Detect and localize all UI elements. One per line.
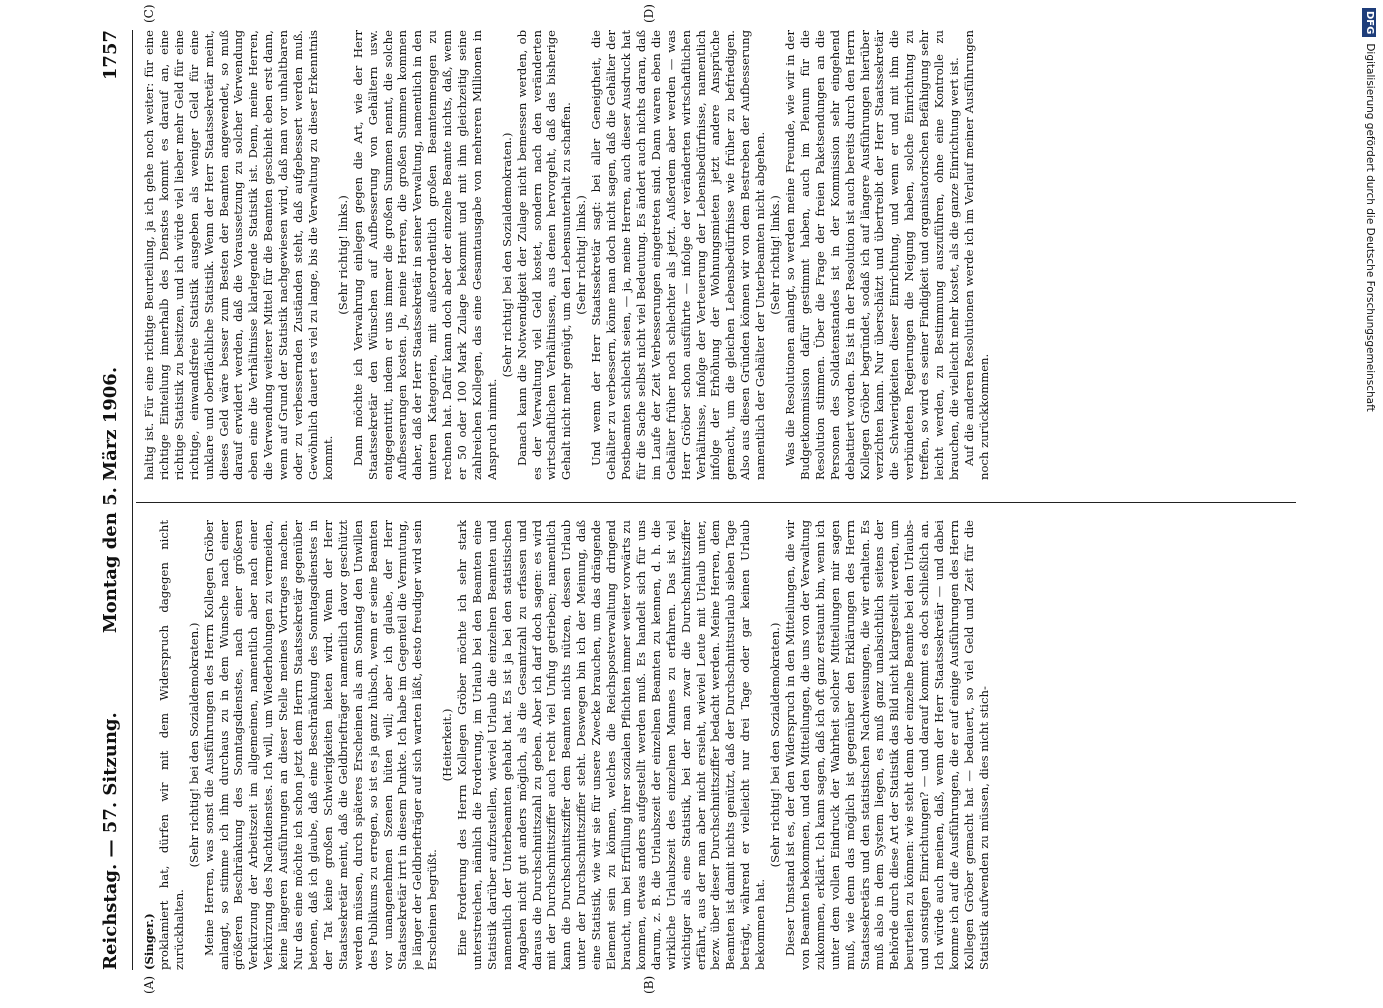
paragraph: Eine Forderung des Herrn Kollegen Gröber möchte ich sehr stark unterstreichen, nämlich die Forderung, im Urlaub bei den Beamten eine Statistik darüber aufzustellen, wieviel Urlaub die einzelnen Beamten und namentlich der Unterbeamten gehabt hat. Es ist ja bei den statistischen Angaben nicht gut anders möglich, als die Gesamtzahl zu erfassen und daraus die Durchschnittszahl zu geben. Aber ich darf doch sagen: es wird mit der Durchschnittsziffer auch recht viel Unfug getrieben; namentlich kann die Durchschnittsziffer dem Beamten nichts nützen, dessen Urlaub unter der Durchschnittsziffer steht. Deswegen bin ich der Meinung, daß eine Statistik, wie wir sie für unsere Zwecke brauchen, um das drängende Element sein zu können, welches die Reichspostverwaltung dringend braucht, um bei Erfüllung ihrer sozialen Pflichten immer weiter vorwärts zu kommen, etwas anders aufgestellt werden muß. Es handelt sich für uns darum, z. B. die Urlaubszeit der einzelnen Beamten zu kennen, d. h. die wirkliche Urlaubszeit des einzelnen Mannes zu erfahren. Das ist viel wichtiger als eine Statistik, bei der man zwar die Durchschnittsziffer erfährt, aus der man aber nicht ersieht, wieviel Leute mit Urlaub unter, bezw. über dieser Durchschnittsziffer bedacht werden. Meine Herren, dem Beamten ist damit nichts genützt, daß der Durchschnittsurlaub sieben Tage beträgt, während er vielleicht nur drei Tage oder gar keinen Urlaub bekommen hat. bbox=[455, 520, 768, 970]
interjection: (Sehr richtig! links.) bbox=[768, 195, 783, 315]
paragraph: proklamiert hat, dürfen wir mit dem Widerspruch dagegen nicht zurückhalten. bbox=[156, 520, 186, 970]
interjection: (Sehr richtig! bei den Sozialdemokraten.) bbox=[768, 622, 783, 868]
margin-marker-b: (B) bbox=[642, 975, 656, 994]
interjection: (Sehr richtig! links.) bbox=[574, 195, 589, 315]
paragraph: Danach kann die Notwendigkeit der Zulage nicht bemessen werden, ob es der Verwaltung viel Geld kostet, sondern nach den veränderten wirtschaftlichen Verhältnissen, aus denen hervorgeht, daß das bisherige Gehalt nicht mehr genügt, um den Lebensunterhalt zu schaffen. bbox=[514, 30, 574, 480]
paragraph: haltig ist. Für eine richtige Beurteilung, ja ich gehe noch weiter: für eine richtige Einteilung innerhalb des Dienstes kommt es darauf an, eine richtige Statistik zu besitzen, und ich würde viel lieber mehr Geld für eine richtige, einwandsfreie Statistik ausgeben als weniger Geld für eine unklare und oberflächliche Statistik. Wenn der Herr Staatssekretär meint, dieses Geld wäre besser zum Besten der Beamten angewendet, so muß darauf erwidert werden, daß die Voraussetzung zu solcher Verwendung eben eine die Verhältnisse klarlegende Statistik ist. Denn, meine Herren, die Verwendung weiterer Mittel für die Beamten geschieht eben erst dann, wenn auf Grund der Statistik nachgewiesen wird, daß man vor unhaltbaren oder zu verbessernden Zuständen steht, daß aufgebessert werden muß. Gewöhnlich dauert es viel zu lange, bis die Verwaltung zu dieser Erkenntnis kommt. bbox=[142, 30, 335, 480]
paragraph: Auf die anderen Resolutionen werde ich im Verlauf meiner Ausführungen noch zurückkommen. bbox=[961, 30, 991, 480]
interjection: (Heiterkeit.) bbox=[440, 708, 455, 782]
margin-marker-c: (C) bbox=[142, 4, 156, 23]
paragraph: Und wenn der Herr Staatssekretär sagt: bei aller Geneigtheit, die Gehälter zu verbessern, könne man doch nicht sagen, daß die Gehälter der Postbeamten schlecht seien, — ja, meine Herren, auch dieser Ausdruck hat für die Sache selbst nicht viel Bedeutung. Es ändert auch nichts daran, daß im Laufe der Zeit Verbesserungen eingetreten sind. Dann waren eben die Gehälter früher noch schlechter als jetzt. Außerdem aber werden — was Herr Gröber schon ausführte — infolge der veränderten wirtschaftlichen Verhältnisse, infolge der Verteuerung der Lebensbedürfnisse, namentlich infolge der Erhöhung der Wohnungsmieten jetzt andere Ansprüche gemacht, um die gleichen Lebensbedürfnisse wie früher zu befriedigen. Also aus diesen Gründen können wir von dem Bestreben der Aufbesserung namentlich der Gehälter der Unterbeamten nicht abgehen. bbox=[589, 30, 768, 480]
credit-text: Digitalisierung gefördert durch die Deutsche Forschungsgemeinschaft bbox=[1364, 43, 1376, 412]
interjection: (Sehr richtig! links.) bbox=[335, 195, 350, 315]
dfg-logo: DFG bbox=[1362, 8, 1376, 37]
digitization-credit bbox=[1360, 0, 1380, 1000]
rotated-page bbox=[50, 0, 1340, 1000]
interjection: (Sehr richtig! bei den Sozialdemokraten.) bbox=[186, 622, 201, 868]
paragraph: Dann möchte ich Verwahrung einlegen gegen die Art, wie der Herr Staatssekretär den Wünschen auf Aufbesserung von Gehältern usw. entgegentritt, indem er uns immer die großen Summen nennt, die solche Aufbesserungen kosten. Ja, meine Herren, die großen Summen kommen daher, daß der Herr Staatssekretär in seiner Verwaltung, namentlich in den unteren Kategorien, mit außerordentlich großen Beamtenmengen zu rechnen hat. Dafür kann doch aber der einzelne Beamte nichts, daß, wenn er 50 oder 100 Mark Zulage bekommt und mit ihm gleichzeitig seine zahlreichen Kollegen, das eine Gesamtausgabe von mehreren Millionen in Anspruch nimmt. bbox=[350, 30, 499, 480]
column-divider bbox=[136, 502, 1296, 503]
speaker-label: (Singer.) bbox=[142, 913, 156, 970]
interjection: (Sehr richtig! bei den Sozialdemokraten.) bbox=[499, 132, 514, 378]
margin-marker-a: (A) bbox=[142, 975, 156, 994]
margin-marker-d: (D) bbox=[642, 4, 656, 23]
page-number: 1757 bbox=[100, 30, 121, 81]
header-date: Montag den 5. März 1906. bbox=[100, 366, 121, 634]
right-column bbox=[142, 30, 1292, 480]
paragraph: Was die Resolutionen anlangt, so werden meine Freunde, wie wir in der Budgetkommission dafür gestimmt haben, auch im Plenum für die Resolution stimmen. Über die Frage der freien Paketsendungen an die Personen des Soldatenstandes ist in der Kommission sehr eingehend debattiert worden. Es ist in der Resolution ist auch bereits durch den Herrn Kollegen Gröber begründet, sodaß ich auf längere Ausführungen hierüber verzichten kann. Nur überschätzt und übertreibt der Herr Staatssekretär die Schwierigkeiten dieser Einrichtung, und wenn er und mit ihm die verbündeten Regierungen die Neigung haben, solche Einrichtung zu treffen, so wird es seiner Findigkeit und organisatorischen Befähigung sehr leicht werden, zu Bestimmung auszuführen, ohne eine Kontrolle zu brauchen, die vielleicht mehr kostet, als die ganze Einrichtung wert ist. bbox=[782, 30, 961, 480]
header-rule bbox=[132, 30, 133, 970]
paragraph: Dieser Umstand ist es, der den Widerspruch in den Mitteilungen, die wir von Beamten bekommen, und den Mitteilungen, die uns von der Verwaltung zukommen, erklärt. Ich kann sagen, daß ich oft ganz erstaunt bin, wenn ich unter dem vollen Eindruck der Wahrheit solcher Mitteilungen mir sagen muß, wie denn das möglich ist gegenüber den Erklärungen des Herrn Staatssekretärs und den statistischen Nachweisungen, die wir erhalten. Es muß also in dem System liegen, es muß ganz unabsichtlich seitens der Behörde durch diese Art der Statistik das Bild nicht klargestellt werden, um beurteilen zu können: wie steht denn der einzelne Beamte bei den Urlaubs- und sonstigen Einrichtungen? — und darauf kommt es doch schließlich an. Ich würde auch meinen, daß, wenn der Herr Staatssekretär — und dabei komme ich auf die Ausführungen, die er auf einige Ausführungen des Herrn Kollegen Gröber gemacht hat — bedauert, so viel Geld und Zeit für die Statistik aufwenden zu müssen, dies nicht stich- bbox=[782, 520, 991, 970]
running-head bbox=[100, 30, 130, 970]
header-session: Reichstag. — 57. Sitzung. bbox=[100, 712, 121, 970]
left-column bbox=[142, 520, 1292, 970]
paragraph: Meine Herren, was sonst die Ausführungen des Herrn Kollegen Gröber anlangt, so stimme ich ihm durchaus zu in dem Wunsche nach einer größeren Beschränkung des Sonntagsdienstes, nach einer größeren Verkürzung der Arbeitszeit im allgemeinen, namentlich aber nach einer Verkürzung des Nachtdienstes. Ich will, um Wiederholungen zu vermeiden, keine längeren Ausführungen an dieser Stelle meines Vortrages machen. Nur das eine möchte ich schon jetzt dem Herrn Staatssekretär gegenüber betonen, daß ich glaube, daß eine Beschränkung des Sonntagsdienstes in der Tat keine großen Schwierigkeiten bieten wird. Wenn der Herr Staatssekretär meint, daß die Geldbriefträger namentlich davor geschützt werden müssen, durch späteres Erscheinen als am Sonntag den Unwillen des Publikums zu erregen, so ist es ja ganz hübsch, wenn er seine Beamten vor unangenehmen Szenen hüten will; aber ich glaube, der Herr Staatssekretär irrt in diesem Punkte. Ich habe im Gegenteil die Vermutung, je länger der Geldbriefträger auf sich warten läßt, desto freudiger wird sein Erscheinen begrüßt. bbox=[201, 520, 440, 970]
